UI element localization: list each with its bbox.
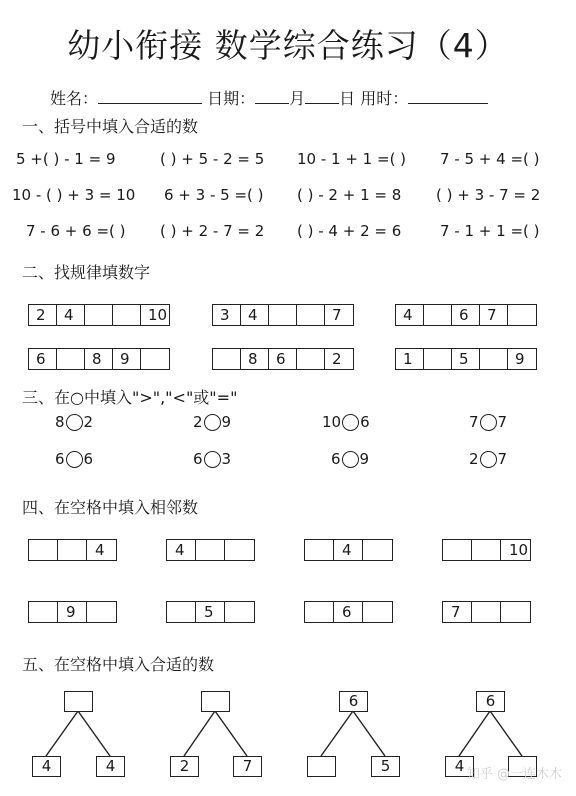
neighbor-cell[interactable]: 6 xyxy=(334,602,363,622)
tree-branch-line xyxy=(78,711,110,756)
sequence-cell[interactable]: 2 xyxy=(332,350,342,368)
sequence-cell[interactable]: 5 xyxy=(452,349,480,369)
sequence-cell[interactable]: 4 xyxy=(57,305,85,325)
comparison-right: 3 xyxy=(221,450,232,468)
tree-left-box[interactable]: 4 xyxy=(32,756,61,777)
tree-right-box[interactable]: 4 xyxy=(96,756,125,777)
tree-right-box[interactable]: 5 xyxy=(371,756,400,777)
sequence-cell[interactable]: 3 xyxy=(213,305,241,325)
comparison-left: 6 xyxy=(55,450,65,468)
tree-left-box[interactable]: 4 xyxy=(445,756,474,777)
day-label: 日 xyxy=(339,89,356,108)
sequence-cell[interactable]: 2 xyxy=(29,305,57,325)
sequence-cell[interactable]: 9 xyxy=(515,350,525,368)
equation[interactable]: 5 +( ) - 1 = 9 xyxy=(16,150,116,168)
tree-top-box[interactable]: 6 xyxy=(339,691,368,712)
sequence-cell[interactable]: 8 xyxy=(241,349,269,369)
section-3-heading: 三、在○中填入">","<"或"=" xyxy=(22,388,238,407)
comparison-right: 2 xyxy=(83,413,94,431)
tree-left-box[interactable] xyxy=(307,756,336,777)
date-label: 日期： xyxy=(207,89,256,108)
comparison-left: 8 xyxy=(55,413,65,431)
neighbor-cell[interactable]: 4 xyxy=(334,540,363,560)
equation[interactable]: 7 - 5 + 4 =( ) xyxy=(440,150,540,168)
tree-branch-line xyxy=(490,711,522,756)
comparison-left: 6 xyxy=(193,450,203,468)
equation[interactable]: ( ) + 3 - 7 = 2 xyxy=(436,186,541,204)
sequence-cell[interactable]: 1 xyxy=(396,349,424,369)
equation[interactable]: ( ) + 2 - 7 = 2 xyxy=(160,222,265,240)
equation[interactable]: 6 + 3 - 5 =( ) xyxy=(164,186,264,204)
comparison-left: 10 xyxy=(322,413,342,431)
tree-left-box[interactable]: 2 xyxy=(170,756,199,777)
comparison-left: 7 xyxy=(469,413,479,431)
section-2-heading: 二、找规律填数字 xyxy=(22,263,151,282)
equation[interactable]: 7 - 1 + 1 =( ) xyxy=(440,222,540,240)
neighbor-cell[interactable]: 10 xyxy=(509,541,529,559)
tree-branch-line xyxy=(215,711,247,756)
neighbor-cell[interactable]: 4 xyxy=(95,541,105,559)
sequence-cell[interactable]: 4 xyxy=(241,305,269,325)
neighbor-cell[interactable]: 4 xyxy=(167,540,196,560)
equation[interactable]: 7 - 6 + 6 =( ) xyxy=(26,222,126,240)
watermark: 知乎 @一连木木 xyxy=(466,767,562,782)
equation[interactable]: ( ) - 4 + 2 = 6 xyxy=(297,222,402,240)
section-1-heading: 一、括号中填入合适的数 xyxy=(22,117,199,136)
tree-top-box[interactable]: 6 xyxy=(476,691,505,712)
sequence-cell[interactable]: 4 xyxy=(396,305,424,325)
comparison-right: 6 xyxy=(83,450,94,468)
tree-branch-line xyxy=(46,711,78,756)
month-label: 月 xyxy=(289,89,306,108)
sequence-cell[interactable]: 7 xyxy=(480,305,508,325)
tree-top-box[interactable] xyxy=(201,691,230,712)
sequence-cell[interactable]: 10 xyxy=(148,306,168,324)
comparison-right: 7 xyxy=(497,413,508,431)
equation[interactable]: 10 - ( ) + 3 = 10 xyxy=(12,186,136,204)
comparison-left: 6 xyxy=(331,450,341,468)
tree-right-box[interactable]: 7 xyxy=(233,756,262,777)
neighbor-cell[interactable]: 5 xyxy=(196,602,225,622)
comparison-right: 7 xyxy=(497,450,508,468)
page-title: 幼小衔接 数学综合练习（4） xyxy=(67,26,509,65)
name-label: 姓名： xyxy=(50,89,99,108)
tree-branch-line xyxy=(353,711,385,756)
comparison-right: 9 xyxy=(221,413,232,431)
sequence-cell[interactable]: 9 xyxy=(113,349,141,369)
equation[interactable]: 10 - 1 + 1 =( ) xyxy=(297,150,407,168)
comparison-right: 9 xyxy=(359,450,370,468)
tree-branch-line xyxy=(184,711,215,756)
comparison-left: 2 xyxy=(469,450,479,468)
section-4-heading: 四、在空格中填入相邻数 xyxy=(22,498,199,517)
sequence-cell[interactable]: 7 xyxy=(332,306,342,324)
tree-branch-line xyxy=(321,711,353,756)
sequence-cell[interactable]: 8 xyxy=(85,349,113,369)
section-5-heading: 五、在空格中填入合适的数 xyxy=(22,655,215,674)
sequence-cell[interactable]: 6 xyxy=(269,349,297,369)
time-label: 用时： xyxy=(360,89,409,108)
equation[interactable]: ( ) + 5 - 2 = 5 xyxy=(160,150,265,168)
tree-top-box[interactable] xyxy=(64,691,93,712)
comparison-left: 2 xyxy=(193,413,203,431)
equation[interactable]: ( ) - 2 + 1 = 8 xyxy=(297,186,402,204)
sequence-cell[interactable]: 6 xyxy=(29,349,57,369)
tree-branch-line xyxy=(459,711,490,756)
comparison-right: 6 xyxy=(360,413,370,431)
neighbor-cell[interactable]: 7 xyxy=(443,602,472,622)
neighbor-cell[interactable]: 9 xyxy=(58,602,87,622)
sequence-cell[interactable]: 6 xyxy=(452,305,480,325)
